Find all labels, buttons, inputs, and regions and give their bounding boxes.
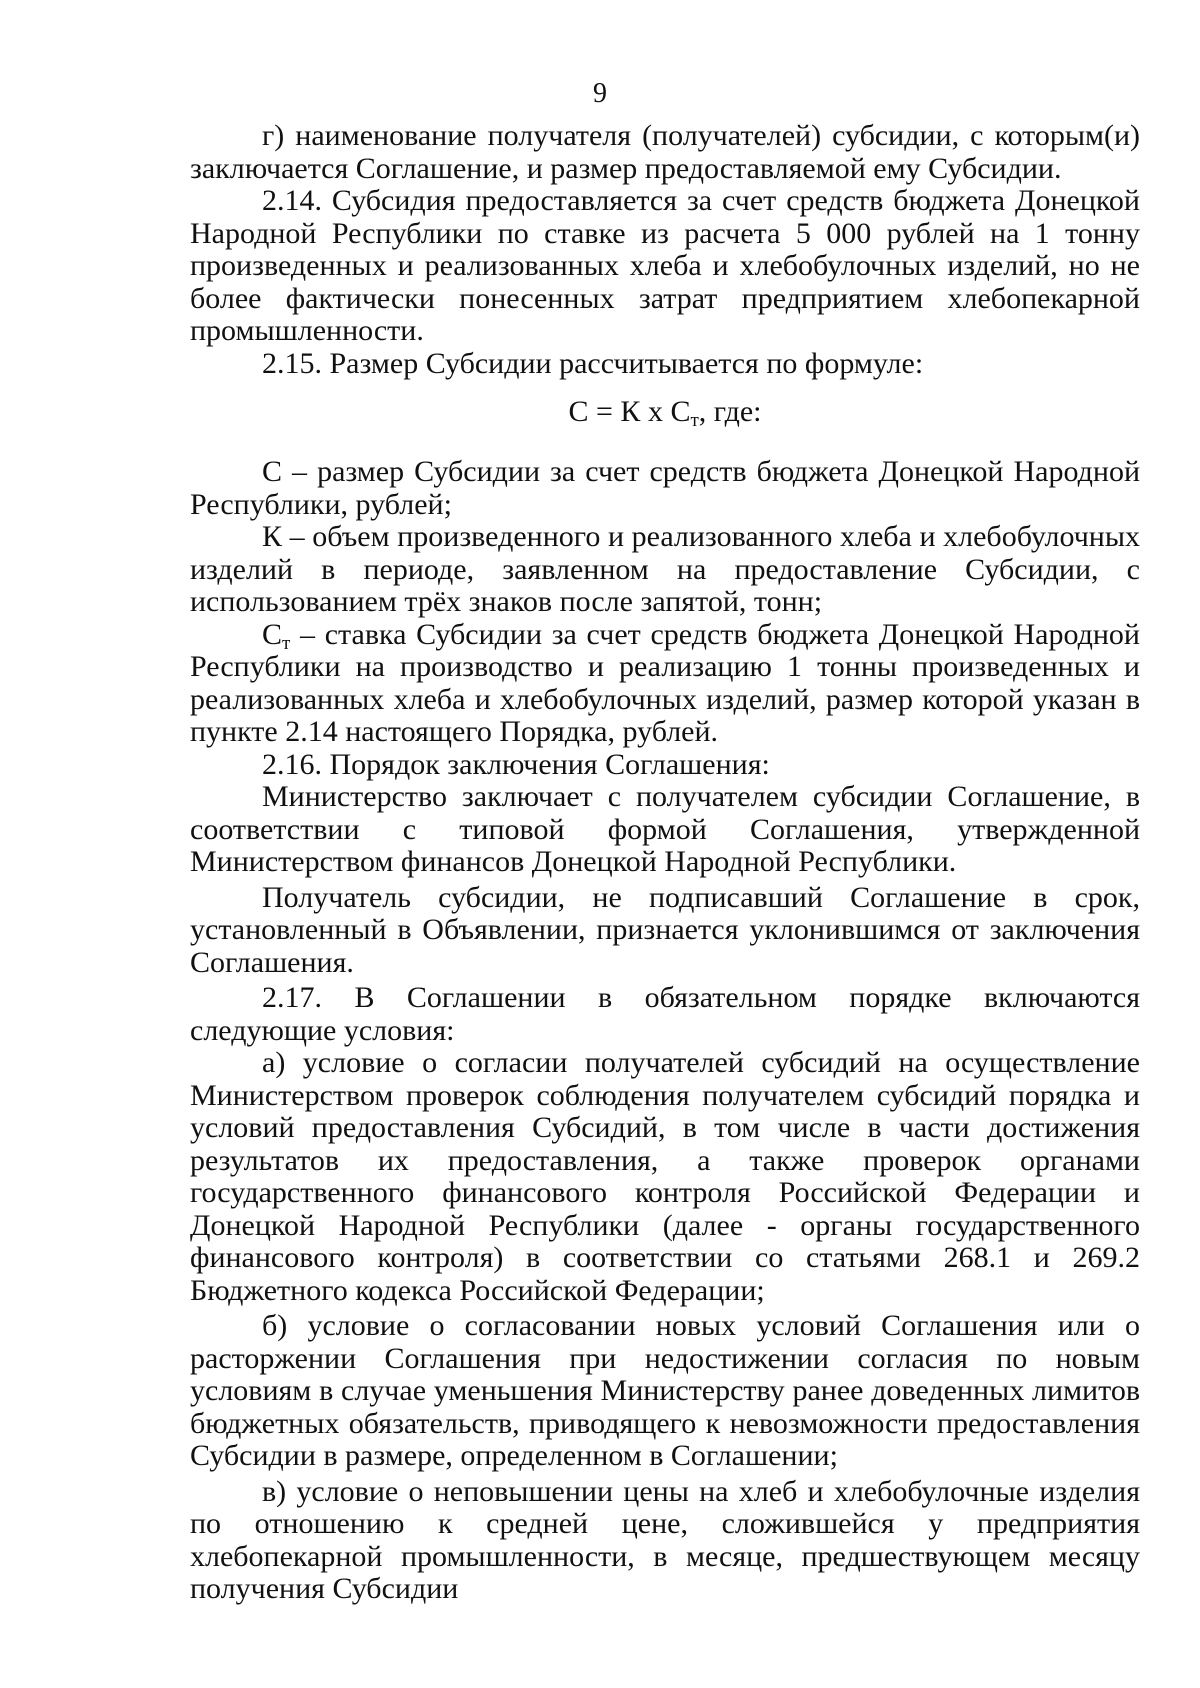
subsidy-formula xyxy=(190,394,1140,430)
formula-main: С = К х С xyxy=(568,395,691,428)
paragraph-recipient: Получатель субсидии, не подписавший Соглашение в срок, установленный в Объявлении, признается уклонившимся от заключения Соглашения. xyxy=(190,880,1140,979)
definition-c: С – размер Субсидии за счет средств бюджета Донецкой Народной Республики, рублей; xyxy=(190,455,1140,521)
definition-ct-subscript: т xyxy=(282,632,291,654)
paragraph-2-16: 2.16. Порядок заключения Соглашения: xyxy=(262,747,770,781)
definition-ct-text: – ставка Субсидии за счет средств бюджета Донецкой Народной Республики на производство и реализацию 1 тонны произведенных и реализованных хлеба и хлебобулочных изделий, размер которой указан в пункте 2.14 настоящего Порядка, рублей. xyxy=(190,617,1140,748)
definition-ct-symbol: С xyxy=(262,617,283,651)
page-number: 9 xyxy=(593,78,607,109)
formula-tail: , где: xyxy=(698,395,762,428)
definition-k: К – объем произведенного и реализованного хлеба и хлебобулочных изделий в периоде, заявленном на предоставление Субсидии, с использованием трёх знаков после запятой, тонн; xyxy=(190,520,1140,618)
paragraph-2-17: 2.17. В Соглашении в обязательном порядке включаются следующие условия: xyxy=(190,981,1140,1047)
paragraph-item-a: а) условие о согласии получателей субсидий на осуществление Министерством проверок соблюдения получателем субсидий порядка и условий предоставления Субсидий, в том числе в части достижения результатов их предоставления, а также проверок органами государственного финансового контроля Российской Федерации и Донецкой Народной Республики (далее - органы государственного финансового контроля) в соответствии со статьями 268.1 и 269.2 Бюджетного кодекса Российской Федерации; xyxy=(190,1046,1140,1307)
paragraph-item-g: г) наименование получателя (получателей) субсидии, с которым(и) заключается Соглашение, и размер предоставляемой ему Субсидии. xyxy=(190,119,1140,185)
document-body xyxy=(190,120,1140,1606)
paragraph-item-v: в) условие о неповышении цены на хлеб и хлебобулочные изделия по отношению к средней цене, сложившейся у предприятия хлебопекарной промышленности, в месяце, предшествующем месяцу получения Субсидии xyxy=(190,1474,1140,1605)
paragraph-2-14: 2.14. Субсидия предоставляется за счет средств бюджета Донецкой Народной Республики по ставке из расчета 5 000 рублей на 1 тонну произведенных и реализованных хлеба и хлебобулочных изделий, но не более фактически понесенных затрат предприятием хлебопекарной промышленности. xyxy=(190,184,1140,347)
paragraph-ministry: Министерство заключает с получателем субсидии Соглашение, в соответствии с типовой формой Соглашения, утвержденной Министерством финансов Донецкой Народной Республики. xyxy=(190,780,1140,878)
formula-subscript: т xyxy=(690,410,699,431)
paragraph-item-b: б) условие о согласовании новых условий Соглашения или о расторжении Соглашения при недостижении согласия по новым условиям в случае уменьшения Министерству ранее доведенных лимитов бюджетных обязательств, приводящего к невозможности предоставления Субсидии в размере, определенном в Соглашении; xyxy=(190,1309,1140,1472)
paragraph-2-15: 2.15. Размер Субсидии рассчитывается по формуле: xyxy=(262,346,924,380)
definition-ct xyxy=(190,619,1140,749)
